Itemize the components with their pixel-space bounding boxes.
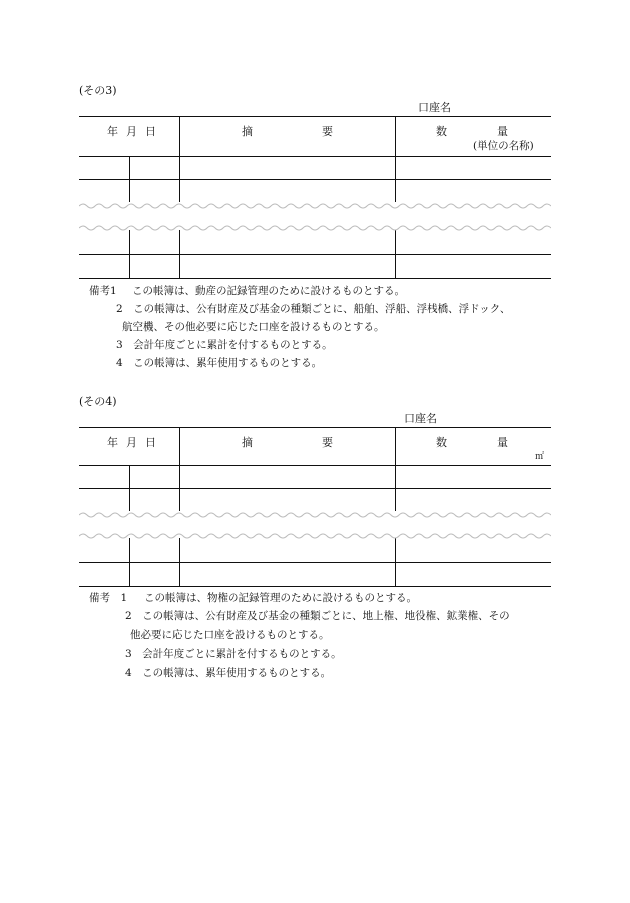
remark-line: この帳簿は、動産の記録管理のために設けるものとする。	[132, 285, 405, 297]
header-summary-2: 要	[322, 436, 333, 449]
day-column-divider	[129, 465, 130, 511]
remark-line: 航空機、その他必要に応じた口座を設けるものとする。	[122, 321, 385, 333]
header-quantity-1: 数	[436, 125, 447, 138]
column-divider	[179, 427, 180, 511]
column-divider	[179, 538, 180, 586]
section-4-label: (その4)	[79, 395, 117, 408]
header-summary-1: 摘	[242, 436, 253, 449]
day-column-divider	[129, 538, 130, 586]
table-border-bottom	[79, 278, 551, 279]
remark-line: 他必要に応じた口座を設けるものとする。	[130, 629, 330, 641]
remark-line: 3 会計年度ごとに累計を付するものとする。	[125, 648, 342, 660]
table-border-top	[79, 116, 551, 117]
table-row-rule	[79, 488, 551, 489]
table-row-rule	[79, 179, 551, 180]
account-name-label: 口座名	[418, 101, 451, 114]
column-divider	[395, 427, 396, 511]
header-year: 年	[107, 436, 118, 449]
header-month: 月	[126, 125, 137, 138]
table-row-rule	[79, 254, 551, 255]
omission-wave-top	[79, 200, 551, 212]
table-border-top	[79, 427, 551, 428]
table-header-rule	[79, 465, 551, 466]
section-3-ledger-table	[79, 116, 551, 279]
section-3-remarks	[79, 280, 559, 370]
header-year: 年	[107, 125, 118, 138]
remark-line: 2 この帳簿は、公有財産及び基金の種類ごとに、地上権、地役権、鉱業権、その	[125, 610, 510, 622]
section-4-remarks	[79, 587, 559, 679]
section-4-account-name	[404, 410, 533, 426]
day-column-divider	[129, 230, 130, 278]
header-day: 日	[145, 436, 156, 449]
header-day: 日	[145, 125, 156, 138]
column-divider	[179, 230, 180, 278]
header-month: 月	[126, 436, 137, 449]
omission-wave-bottom	[79, 530, 551, 542]
omission-wave-bottom	[79, 222, 551, 234]
remark-line: 4 この帳簿は、累年使用するものとする。	[116, 357, 323, 369]
remarks-prefix: 備考 1	[89, 592, 128, 604]
section-3-label: (その3)	[79, 84, 117, 97]
omission-wave-top	[79, 509, 551, 521]
day-column-divider	[129, 156, 130, 202]
header-quantity-2: 量	[497, 125, 508, 138]
section-4-ledger-table	[79, 427, 551, 587]
column-divider	[179, 116, 180, 202]
remark-line: 2 この帳簿は、公有財産及び基金の種類ごとに、船舶、浮船、浮桟橋、浮ドック、	[116, 303, 511, 315]
header-quantity-2: 量	[497, 436, 508, 449]
header-summary-2: 要	[322, 125, 333, 138]
table-row-rule	[79, 562, 551, 563]
header-unit-square-meter: ㎡	[535, 452, 545, 462]
header-unit: (単位の名称)	[473, 140, 534, 152]
account-name-label: 口座名	[404, 412, 437, 425]
column-divider	[395, 230, 396, 278]
remark-line: 3 会計年度ごとに累計を付するものとする。	[116, 339, 333, 351]
remark-line: 4 この帳簿は、累年使用するものとする。	[125, 667, 332, 679]
column-divider	[395, 116, 396, 202]
table-header-rule	[79, 156, 551, 157]
remarks-prefix: 備考1	[89, 285, 117, 297]
header-quantity-1: 数	[436, 436, 447, 449]
column-divider	[395, 538, 396, 586]
remark-line: この帳簿は、物権の記録管理のために設けるものとする。	[144, 592, 417, 604]
section-3-account-name	[418, 99, 533, 115]
header-summary-1: 摘	[242, 125, 253, 138]
